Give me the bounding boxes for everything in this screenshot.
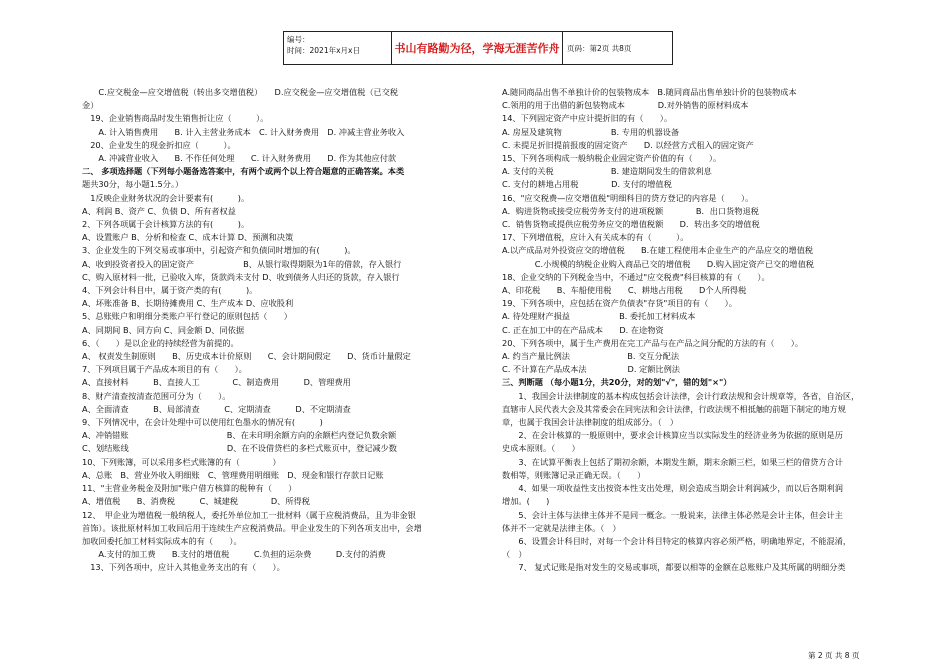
text-line: 3、在试算平衡表上包括了期初余额，本期发生额，期末余额三栏，如果三栏的借贷方合计 bbox=[502, 456, 843, 467]
text-line: 4、下列会计科目中，属于资产类的有( )。 bbox=[82, 285, 258, 296]
text-line: 史成本原则。（ ） bbox=[502, 443, 580, 454]
text-line: 首饰）。该批原材料加工收回后用于连续生产应税消费品。甲企业发生的下列各项支出中，会增 bbox=[82, 522, 422, 533]
text-line: A、增值税 B、消费税 C、城建税 D、所得税 bbox=[82, 496, 310, 507]
text-line: A、收到投资者投入的固定资产 B、从银行取得期限为1年的借款，存入银行 bbox=[82, 258, 402, 269]
text-line: A、坏账准备 B、长期待摊费用 C、生产成本 D、应收股利 bbox=[82, 298, 294, 309]
text-line: A、印花税 B、车船使用税 C、耕地占用税 D个人所得税 bbox=[502, 285, 747, 296]
text-line: 9、下列情况中，在会计处理中可以使用红色墨水的情况有( ) bbox=[82, 417, 323, 428]
left-column bbox=[82, 86, 480, 575]
text-line: A、直接材料 B、直接人工 C、制造费用 D、管理费用 bbox=[82, 377, 351, 388]
text-line: A. 待处理财产损益 B. 委托加工材料成本 bbox=[502, 311, 696, 322]
text-line: A、设置账户 B、分析和检查 C、成本计算 D、预测和决策 bbox=[82, 232, 294, 243]
header-page-info: 页码：第2页 共8页 bbox=[567, 43, 632, 53]
text-line: 16、"应交税费—应交增值税"明细科目的贷方登记的内容是（ ）。 bbox=[502, 192, 754, 203]
header-number-label: 编号： bbox=[287, 35, 310, 44]
text-line: A、同期间 B、同方向 C、同金额 D、同依据 bbox=[82, 324, 245, 335]
text-line: A、利润 B、资产 C、负债 D、所有者权益 bbox=[82, 205, 236, 216]
header-meta bbox=[284, 32, 392, 64]
text-line: 12、 甲企业为增值税一般纳税人，委托外单位加工一批材料（属于应税消费品，且为非金银 bbox=[82, 509, 416, 520]
text-line: 1反映企业财务状况的会计要素有( )。 bbox=[82, 192, 250, 203]
text-line: A. 约当产量比例法 B. 交互分配法 bbox=[502, 351, 680, 362]
text-line: A.以产成品对外投资应交的增值税 B.在建工程使用本企业生产的产品应交的增值税 bbox=[502, 245, 814, 256]
text-line: 10、下列账簿，可以采用多栏式账簿的有（ ） bbox=[82, 456, 281, 467]
text-line: 3、企业发生的下列交易或事项中，引起资产和负债同时增加的有( )。 bbox=[82, 245, 356, 256]
text-line: A. 支付的关税 B. 建造期间发生的借款利息 bbox=[502, 166, 712, 177]
text-line: C.小规模的纳税企业购入商品已交的增值税 D.购入固定资产已交的增值税 bbox=[502, 258, 814, 269]
text-line: C．销售货物或提供应税劳务应交的增值税额 D．转出多交的增值税 bbox=[502, 219, 760, 230]
text-line: A、总账 B、营业外收入明细账 C、管理费用明细账 D、现金和银行存款日记账 bbox=[82, 469, 384, 480]
text-line: A. 冲减营业收入 B. 不作任何处理 C. 计入财务费用 D. 作为其他应付款 bbox=[82, 153, 397, 164]
text-line: 二、 多项选择题（下列每小题备选答案中，有两个或两个以上符合题意的正确答案。本类 bbox=[82, 166, 405, 177]
text-line: 20、下列各项中，属于生产费用在完工产品与在产品之间分配的方法的有（ ）。 bbox=[502, 337, 804, 348]
text-line: 加收回委托加工材料实际成本的有（ ）。 bbox=[82, 535, 242, 546]
text-line: 6、（ ）是以企业的持续经营为前提的。 bbox=[82, 337, 239, 348]
text-line: 6、设置会计科目时，对每一个会计科目特定的核算内容必须严格，明确地界定，不能混淆， bbox=[502, 535, 852, 546]
text-line: A、冲销错账 B、在未印明余额方向的余额栏内登记负数余额 bbox=[82, 430, 397, 441]
page-header bbox=[283, 31, 673, 65]
text-line: 题共30分，每小题1.5分。） bbox=[82, 179, 184, 190]
text-line: 7、 复式记账是指对发生的交易或事项，都要以相等的金额在总账账户及其所属的明细分类 bbox=[502, 562, 846, 573]
text-line: 14、下列固定资产中应计提折旧的有（ ）。 bbox=[502, 113, 673, 124]
text-line: 直辖市人民代表大会及其常委会在同宪法和会计法律，行政法规不相抵触的前题下制定的地方规 bbox=[502, 403, 846, 414]
text-line: C. 不计算在产品成本法 D. 定额比例法 bbox=[502, 364, 680, 375]
text-line: A. 房屋及建筑物 B. 专用的机器设备 bbox=[502, 126, 680, 137]
text-line: C. 未提足折旧提前报废的固定资产 D. 以经营方式租入的固定资产 bbox=[502, 139, 754, 150]
text-line: 17、下列增值税，应计入有关成本的有（ ）。 bbox=[502, 232, 689, 243]
text-line: 18、企业交纳的下列税金当中，不通过"应交税费"科目核算的有（ ）。 bbox=[502, 271, 770, 282]
header-time-label: 时间：2021年x月x日 bbox=[287, 46, 360, 55]
text-line: 20、企业发生的现金折扣应（ ）。 bbox=[82, 139, 236, 150]
page-footer: 第 2 页 共 8 页 bbox=[808, 651, 860, 660]
text-line: C、购入原材料一批，已验收入库，货款尚未支付 D、收到债务人归还的货款，存入银行 bbox=[82, 271, 400, 282]
text-line: A.支付的加工费 B.支付的增值税 C.负担的运杂费 D.支付的消费 bbox=[82, 549, 386, 560]
text-line: A、 权责发生制原则 B、历史成本计价原则 C、会计期间假定 D、货币计量假定 bbox=[82, 351, 411, 362]
text-line: 13、下列各项中，应计入其他业务支出的有（ ）。 bbox=[82, 562, 285, 573]
text-line: 19、企业销售商品时发生销售折让应（ ）。 bbox=[82, 113, 269, 124]
text-line: C. 正在加工中的在产品成本 D. 在途物资 bbox=[502, 324, 664, 335]
text-line: A．购进货物或接受应税劳务支付的进项税额 B．出口货物退税 bbox=[502, 205, 759, 216]
text-line: 1、我国会计法律制度的基本构成包括会计法律，会计行政法规和会计规章等，各省，自治区， bbox=[502, 390, 860, 401]
text-line: 11、"主营业务税金及附加"账户借方核算的税种有（ ） bbox=[82, 483, 297, 494]
text-line: 章，也属于我国会计法律制度的组成部分。（ ） bbox=[502, 417, 679, 428]
text-line: （ ） bbox=[502, 549, 527, 560]
text-line: 15、下列各项构成一般纳税企业固定资产价值的有（ ）。 bbox=[502, 153, 722, 164]
text-line: A.随同商品出售不单独计价的包装物成本 B.随同商品出售单独计价的包装物成本 bbox=[502, 87, 797, 97]
text-line: 19、下列各项中，应包括在资产负债表"存货"项目的有（ ）。 bbox=[502, 298, 737, 309]
header-motto: 书山有路勤为径，学海无涯苦作舟 bbox=[392, 32, 563, 64]
text-line: 三、判断题 （每小题1分，共20分，对的划"√"，错的划"×"） bbox=[502, 377, 732, 388]
text-line: 2、下列各项属于会计核算方法的有( )。 bbox=[82, 219, 250, 230]
text-line: A、全面清查 B、局部清查 C、定期清查 D、不定期清查 bbox=[82, 403, 351, 414]
text-line: C.领用的用于出借的新包装物成本 D.对外销售的原材料成本 bbox=[502, 100, 749, 111]
text-line: 数相等，则账簿记录正确无误。（ ） bbox=[502, 469, 646, 480]
text-line: 2、在会计核算的一般原则中，要求会计核算应当以实际发生的经济业务为依据的原则是历 bbox=[502, 430, 843, 441]
text-line: 7、下列项目属于产品成本项目的有（ ）。 bbox=[82, 364, 247, 375]
text-line: A. 计入销售费用 B. 计入主营业务成本 C. 计入财务费用 D. 冲减主营业务收入 bbox=[82, 126, 405, 137]
text-line: 5、总账账户和明细分类账户平行登记的原则包括（ ） bbox=[82, 311, 292, 322]
text-line: 5、会计主体与法律主体并不是同一概念。一般说来，法律主体必然是会计主体，但会计主 bbox=[502, 509, 843, 520]
text-line: 4、如果一项收益性支出按资本性支出处理，则会造成当期会计利润减少，而以后各期利润 bbox=[502, 483, 843, 494]
text-line: C.应交税金—应交增值税（转出多交增值税） D.应交税金—应交增值税（已交税 bbox=[82, 87, 399, 97]
text-line: 金） bbox=[82, 100, 99, 111]
text-line: 增加。( ) bbox=[502, 496, 550, 507]
text-line: 体并不一定就是法律主体。（ ） bbox=[502, 522, 621, 533]
text-line: C. 支付的耕地占用税 D. 支付的增值税 bbox=[502, 179, 672, 190]
text-line: 8、财产清查按清查范围可分为（ ）。 bbox=[82, 390, 231, 401]
text-line: C、划结账线 D、在不设借贷栏的多栏式账页中，登记减少数 bbox=[82, 443, 397, 454]
right-column bbox=[502, 86, 898, 575]
